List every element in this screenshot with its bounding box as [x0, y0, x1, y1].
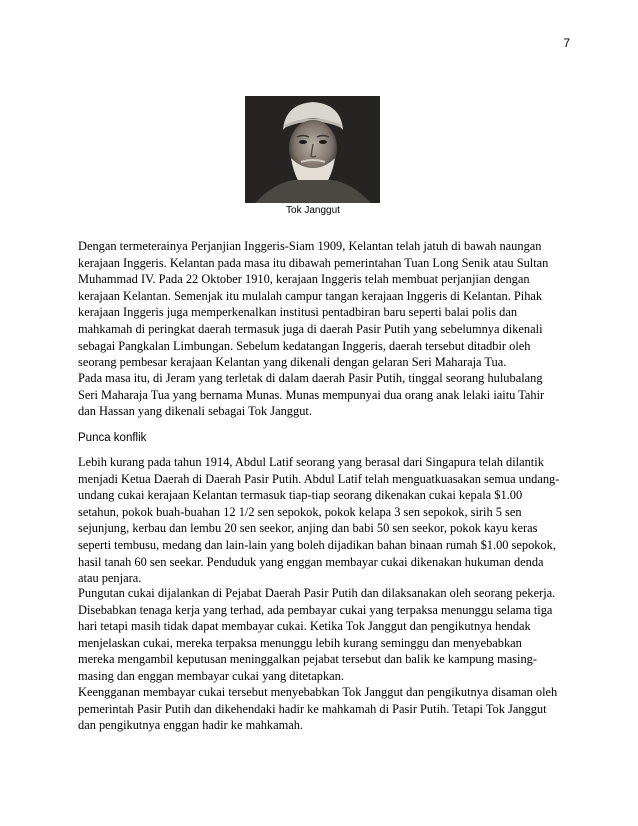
text-line: seorang pembesar kerajaan Kelantan yang dikenali dengan gelaran Seri Maharaja Tua.: [78, 355, 507, 370]
text-line: Keengganan membayar cukai tersebut menyebabkan Tok Janggut dan pengikutnya disaman oleh: [78, 685, 558, 699]
paragraph-4: [78, 585, 563, 685]
text-line: mereka mengambil keputusan meninggalkan pejabat tersebut dan balik ke kampung masing-: [78, 652, 538, 667]
text-line: menjadi Ketua Daerah di Daerah Pasir Putih. Abdul Latif telah menguatkuasakan semua undang-: [78, 471, 560, 486]
text-line: kerajaan Inggeris. Kelantan pada masa itu dibawah pemerintahan Tuan Long Senik atau Sultan: [78, 255, 549, 270]
text-line: sebagai Pangkalan Limbungan. Sebelum kedatangan Inggeris, daerah tersebut ditadbir oleh: [78, 338, 531, 353]
text-line: Seri Maharaja Tua yang bernama Munas. Munas mempunyai dua orang anak lelaki iaitu Tahir: [78, 387, 545, 402]
text-line: atau penjara.: [78, 571, 142, 586]
text-line: menjelaskan cukai, mereka terpaksa menunggu lebih kurang seminggu dan menyebabkan: [78, 635, 522, 650]
page-number: 7: [563, 36, 570, 50]
text-line: pemerintah Pasir Putih dan dikehendaki hadir ke mahkamah di Pasir Putih. Tetapi Tok Janggut: [78, 701, 547, 716]
text-line: masing dan enggan membayar cukai yang ditetapkan.: [78, 668, 344, 683]
text-line: mahkamah di peringkat daerah termasuk juga di daerah Pasir Putih yang sebelumnya dikenali: [78, 321, 543, 336]
text-line: dan pengikutnya enggan hadir ke mahkamah.: [78, 718, 304, 733]
section-heading: Punca konflik: [78, 432, 147, 444]
text-line: dan Hassan yang dikenali sebagai Tok Janggut.: [78, 404, 312, 419]
text-line: setahun, pokok buah-buahan 12 1/2 sen sepokok, pokok kelapa 3 sen sepokok, sirih 5 sen: [78, 504, 522, 519]
paragraph-1: [78, 238, 563, 371]
text-line: Dengan termeterainya Perjanjian Inggeris-Siam 1909, Kelantan telah jatuh di bawah naungan: [78, 239, 542, 253]
text-line: sejunjung, kerbau dan lembu 20 sen seekor, anjing dan babi 50 sen seekor, pokok kayu keras: [78, 521, 538, 536]
paragraph-5: [78, 684, 563, 734]
text-line: kerajaan Inggeris juga memperkenalkan institusi pentadbiran baru seperti balai polis dan: [78, 305, 518, 320]
text-line: Pada masa itu, di Jeram yang terletak di dalam daerah Pasir Putih, tinggal seorang hulubalang: [78, 371, 543, 385]
text-line: Pungutan cukai dijalankan di Pejabat Daerah Pasir Putih dan dilaksanakan oleh seorang pekerja.: [78, 586, 556, 600]
paragraph-2: [78, 370, 563, 420]
text-line: undang cukai kerajaan Kelantan termasuk tiap-tiap seorang dikenakan cukai kepala $1.00: [78, 488, 523, 503]
text-line: seperti tembusu, medang dan lain-lain yang boleh dijadikan bahan binaan rumah $1.00 sepokok,: [78, 537, 556, 552]
text-line: Lebih kurang pada tahun 1914, Abdul Latif seorang yang berasal dari Singapura telah dilantik: [78, 455, 544, 469]
text-line: Muhammad IV. Pada 22 Oktober 1910, kerajaan Inggeris telah membuat perjanjian dengan: [78, 272, 530, 287]
text-line: kerajaan Kelantan. Semenjak itu mulalah campur tangan kerajaan Inggeris di Kelantan. Pihak: [78, 288, 543, 303]
text-line: hasil tanah 60 sen seekar. Penduduk yang enggan membayar cukai dikenakan hukuman denda: [78, 554, 544, 569]
text-line: Disebabkan tenaga kerja yang terhad, ada pembayar cukai yang terpaksa menunggu selama tiga: [78, 602, 553, 617]
text-line: hari tetapi masih tidak dapat membayar cukai. Ketika Tok Janggut dan pengikutnya hendak: [78, 619, 531, 634]
portrait-photo: [245, 96, 380, 203]
paragraph-3: [78, 454, 563, 587]
figure-caption: Tok Janggut: [286, 205, 340, 216]
